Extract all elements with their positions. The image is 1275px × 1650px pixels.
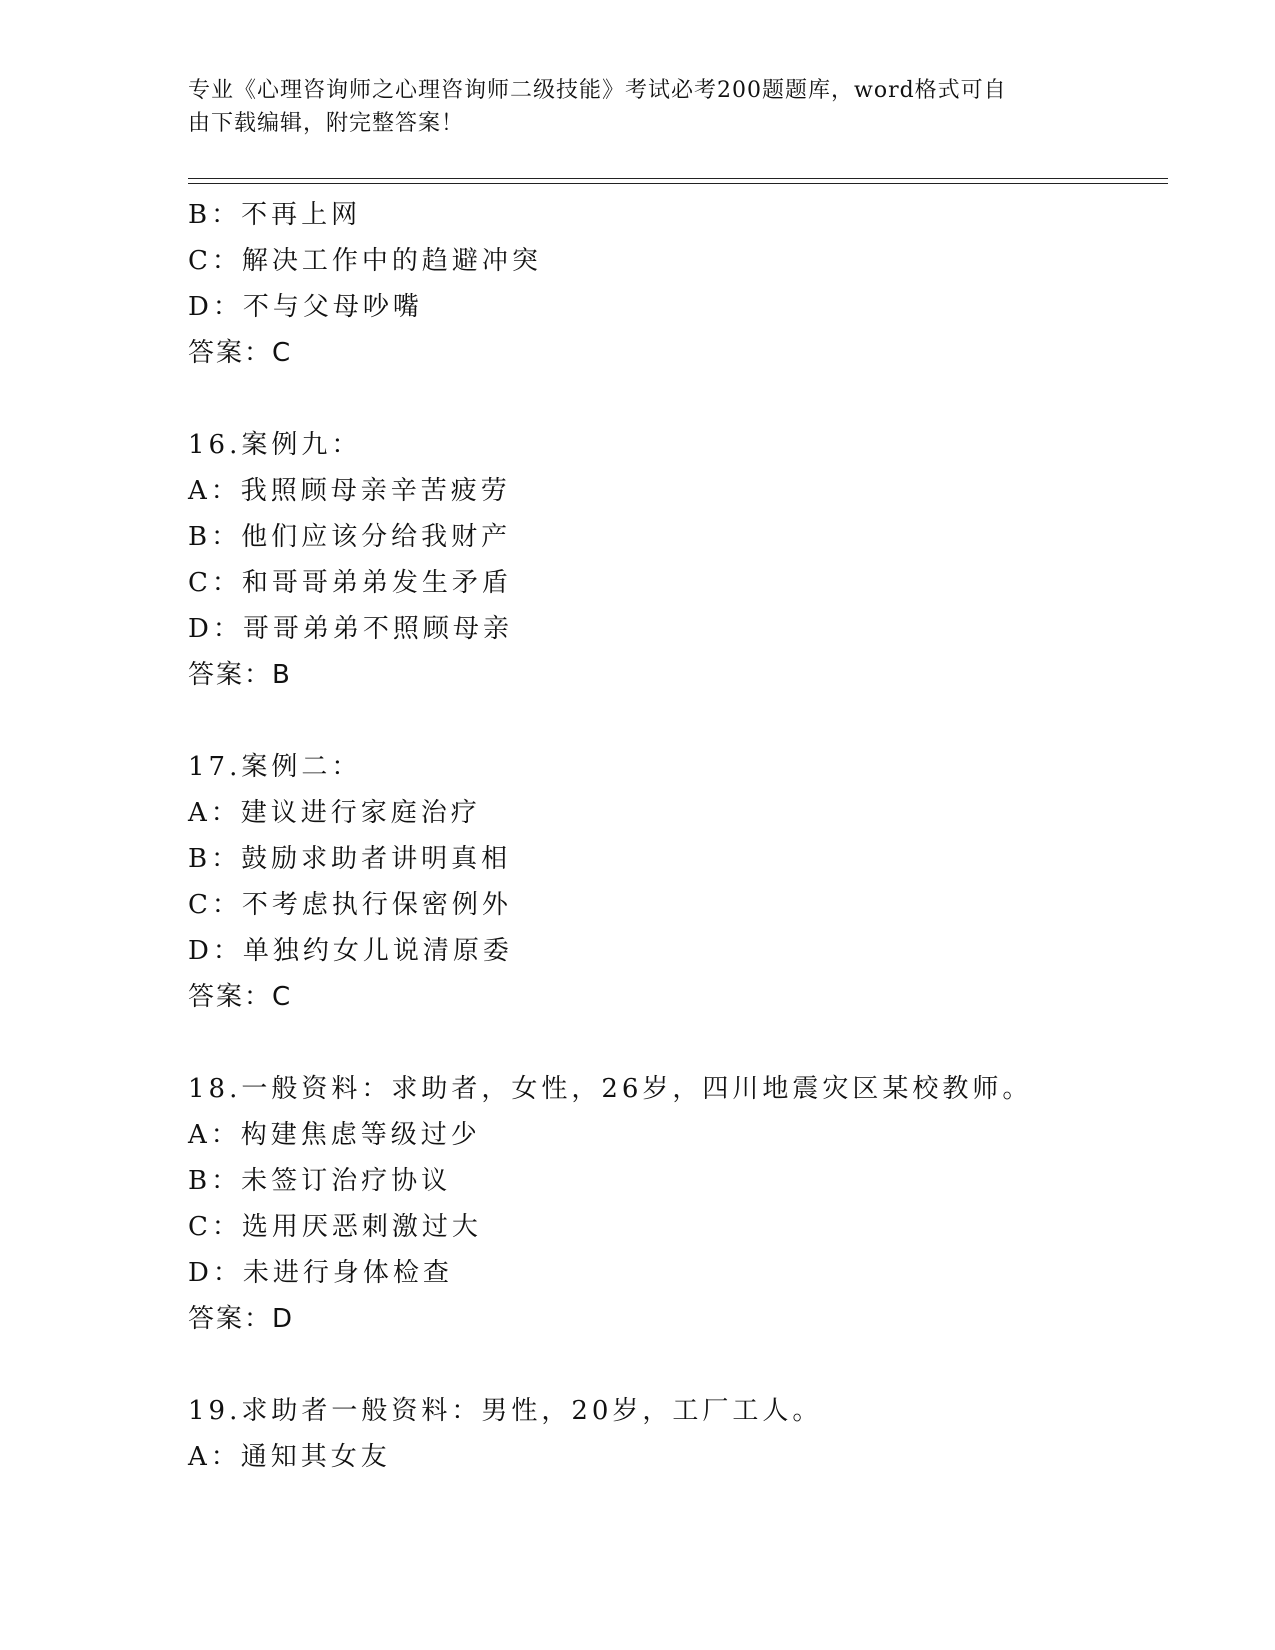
spacer [188,1020,1168,1066]
option-b: B：鼓励求助者讲明真相 [188,844,512,874]
option-b: B：他们应该分给我财产 [188,522,512,552]
option-a: A：通知其女友 [188,1442,391,1472]
header-line-2: 由下载编辑，附完整答案！ [188,111,465,136]
document-header [188,74,1068,140]
answer-line: 答案：D [188,1304,295,1334]
option-c: C：不考虑执行保密例外 [188,890,512,920]
answer-line: 答案：B [188,660,292,690]
option-c: C：解决工作中的趋避冲突 [188,246,542,276]
option-c: C：选用厌恶刺激过大 [188,1212,482,1242]
header-line-1: 专业《心理咨询师之心理咨询师二级技能》考试必考200题题库，word格式可自 [188,78,1007,103]
question-15 [188,192,1168,376]
option-d: D：不与父母吵嘴 [188,292,423,322]
question-list [188,192,1168,1480]
spacer [188,376,1168,422]
question-18 [188,1066,1168,1342]
option-d: D：单独约女儿说清原委 [188,936,513,966]
option-b: B：不再上网 [188,200,362,230]
option-a: A：构建焦虑等级过少 [188,1120,481,1150]
spacer [188,1342,1168,1388]
question-16 [188,422,1168,698]
header-rule-top [188,178,1168,179]
spacer [188,698,1168,744]
option-c: C：和哥哥弟弟发生矛盾 [188,568,512,598]
option-b: B：未签订治疗协议 [188,1166,452,1196]
option-d: D：哥哥弟弟不照顾母亲 [188,614,513,644]
question-stem: 19.求助者一般资料：男性，20岁，工厂工人。 [188,1396,823,1426]
header-rule-bottom [188,183,1168,184]
option-a: A：建议进行家庭治疗 [188,798,481,828]
option-d: D：未进行身体检查 [188,1258,453,1288]
answer-line: 答案：C [188,338,293,368]
question-stem: 17.案例二： [188,752,362,782]
answer-line: 答案：C [188,982,293,1012]
question-19 [188,1388,1168,1480]
question-stem: 18.一般资料：求助者，女性，26岁，四川地震灾区某校教师。 [188,1074,1033,1104]
question-stem: 16.案例九： [188,430,362,460]
option-a: A：我照顾母亲辛苦疲劳 [188,476,511,506]
question-17 [188,744,1168,1020]
